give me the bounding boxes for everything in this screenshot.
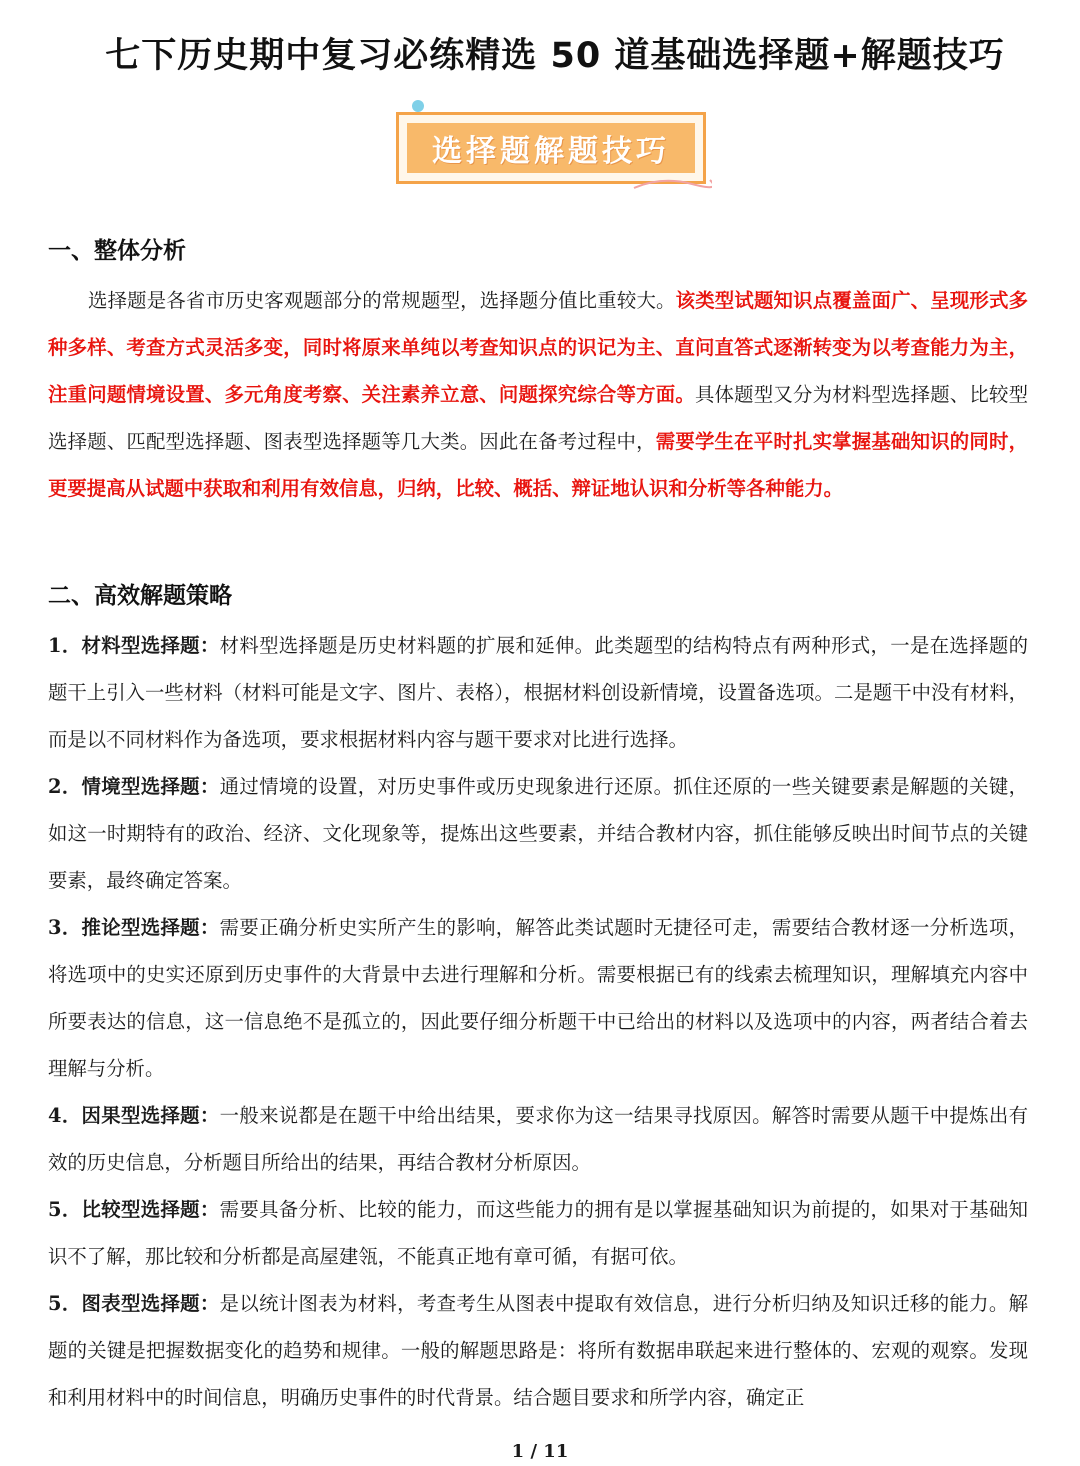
strategy-item [48, 904, 1028, 1092]
strategy-text: 需要正确分析史实所产生的影响，解答此类试题时无捷径可走，需要结合教材逐一分析选项，将选项中的史实还原到历史事件的大背景中去进行理解和分析。需要根据已有的线索去梳理知识，理解填充内容中所要表达的信息，这一信息绝不是孤立的，因此要仔细分析题干中已给出的材料以及选项中的内容，两者结合着去理解与分析。 [48, 916, 1028, 1080]
document-title: 七下历史期中复习必练精选 50 道基础选择题+解题技巧 [105, 36, 1005, 76]
strategy-item [48, 1092, 1028, 1186]
section-banner [392, 100, 722, 196]
strategy-text: 需要具备分析、比较的能力，而这些能力的拥有是以掌握基础知识为前提的，如果对于基础知识不了解，那比较和分析都是高屋建瓴，不能真正地有章可循，有据可依。 [48, 1198, 1028, 1268]
overall-analysis-paragraph [48, 277, 1028, 512]
text-normal: 具体题型又分为材料型选择题、比较型选择题、匹配型选择题、图表型选择题等几大类。因此在备考过程中， [48, 383, 1029, 453]
strategy-text: 是以统计图表为材料，考查考生从图表中提取有效信息，进行分析归纳及知识迁移的能力。解题的关键是把握数据变化的趋势和规律。一般的解题思路是：将所有数据串联起来进行整体的、宏观的观察。发现和利用材料中的时间信息，明确历史事件的时代背景。结合题目要求和所学内容，确定正 [48, 1292, 1028, 1409]
strategy-label: 2．情境型选择题： [48, 775, 220, 798]
section-heading-overall: 一、整体分析 [48, 238, 186, 264]
text-normal: 选择题是各省市历史客观题部分的常规题型，选择题分值比重较大。 [88, 289, 676, 312]
strategy-text: 材料型选择题是历史材料题的扩展和延伸。此类题型的结构特点有两种形式，一是在选择题的题干上引入一些材料（材料可能是文字、图片、表格），根据材料创设新情境，设置备选项。二是题干中没有材料，而是以不同材料作为备选项，要求根据材料内容与题干要求对比进行选择。 [48, 634, 1028, 751]
strategy-label: 5．比较型选择题： [48, 1198, 220, 1221]
banner-title: 选择题解题技巧 [432, 134, 670, 169]
page-number: 1 / 11 [511, 1441, 569, 1462]
decorative-dot-icon [412, 100, 424, 112]
strategy-item [48, 1186, 1028, 1280]
strategy-label: 4．因果型选择题： [48, 1104, 220, 1127]
strategy-item [48, 763, 1028, 904]
text-highlight: 需要学生在平时扎实掌握基础知识的同时，更要提高从试题中获取和利用有效信息，归纳，比较、概括、辩证地认识和分析等各种能力。 [48, 430, 1029, 500]
decorative-swoosh-icon [632, 174, 712, 194]
strategy-text: 通过情境的设置，对历史事件或历史现象进行还原。抓住还原的一些关键要素是解题的关键，如这一时期特有的政治、经济、文化现象等，提炼出这些要素，并结合教材内容，抓住能够反映出时间节点的关键要素，最终确定答案。 [48, 775, 1028, 892]
strategy-item [48, 1280, 1028, 1421]
strategy-label: 3．推论型选择题： [48, 916, 220, 939]
strategy-label: 5．图表型选择题： [48, 1292, 220, 1315]
strategy-text: 一般来说都是在题干中给出结果，要求你为这一结果寻找原因。解答时需要从题干中提炼出有效的历史信息，分析题目所给出的结果，再结合教材分析原因。 [48, 1104, 1028, 1174]
strategy-label: 1．材料型选择题： [48, 634, 220, 657]
text-highlight: 该类型试题知识点覆盖面广、呈现形式多种多样、考查方式灵活多变，同时将原来单纯以考查知识点的识记为主、直问直答式逐渐转变为以考查能力为主，注重问题情境设置、多元角度考察、关注素养立意、问题探究综合等方面。 [48, 289, 1029, 406]
strategy-item [48, 622, 1028, 763]
section-heading-strategy: 二、高效解题策略 [48, 583, 232, 609]
